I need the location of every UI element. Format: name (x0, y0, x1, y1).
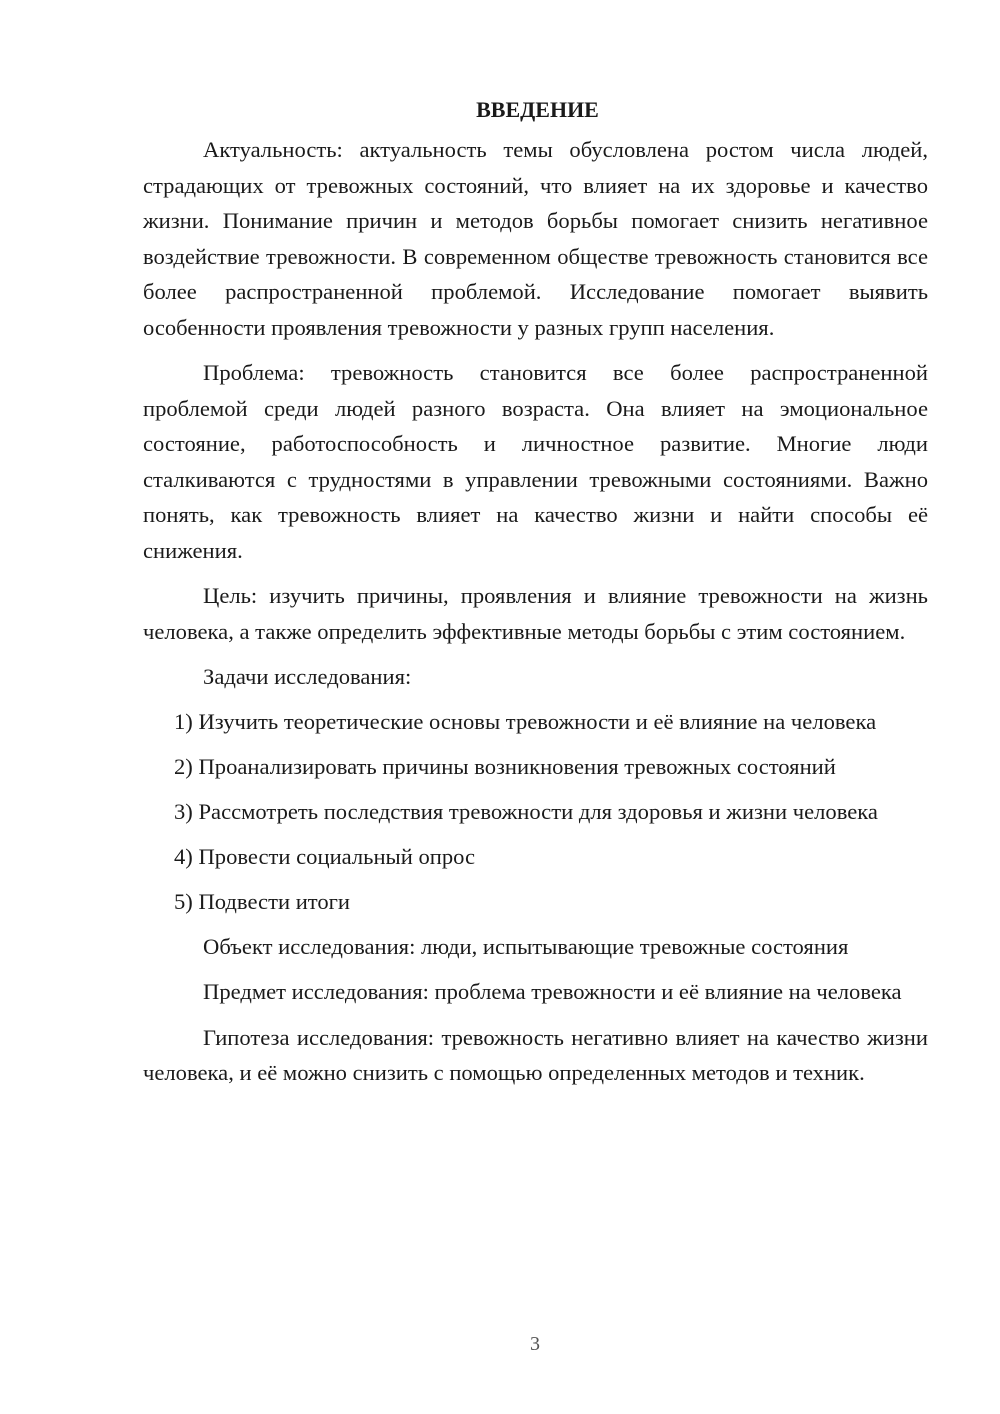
task-item-4: 4) Провести социальный опрос (174, 844, 476, 870)
page-title: ВВЕДЕНИЕ (476, 97, 599, 122)
paragraph-problem: Проблема: тревожность становится все более распространенной проблемой среди людей разного возраста. Она влияет на эмоциональное состояние, работоспособность и личностное развитие. Многие люди сталкиваются с трудностями в управлении тревожными состояниями. Важно понять, как тревожность влияет на качество жизни и найти способы её снижения. (143, 360, 928, 564)
paragraph-hypothesis: Гипотеза исследования: тревожность негативно влияет на качество жизни человека, и её можно снизить с помощью определенных методов и техник. (143, 1024, 928, 1086)
task-item-2: 2) Проанализировать причины возникновения тревожных состояний (174, 754, 836, 779)
task-item-5: 5) Подвести итоги (174, 889, 351, 915)
paragraph-subject: Предмет исследования: проблема тревожности и её влияние на человека (203, 979, 902, 1005)
task-item-1: 1) Изучить теоретические основы тревожности и её влияние на человека (174, 708, 877, 734)
paragraph-relevance: Актуальность: актуальность темы обусловлена ростом числа людей, страдающих от тревожных состояний, что влияет на их здоровье и качество жизни. Понимание причин и методов борьбы помогает снизить негативное воздействие тревожности. В современном обществе тревожность становится все более распространенной проблемой. Исследование помогает выявить особенности проявления тревожности у разных групп населения. (143, 137, 928, 340)
task-item-3: 3) Рассмотреть последствия тревожности для здоровья и жизни человека (174, 799, 878, 825)
paragraph-object: Объект исследования: люди, испытывающие тревожные состояния (203, 934, 849, 960)
document-page (143, 92, 928, 1100)
paragraph-goal: Цель: изучить причины, проявления и влияние тревожности на жизнь человека, а также определить эффективные методы борьбы с этим состоянием. (143, 583, 928, 644)
paragraph-tasks-heading: Задачи исследования: (203, 663, 412, 689)
page-number: 3 (530, 1333, 540, 1355)
